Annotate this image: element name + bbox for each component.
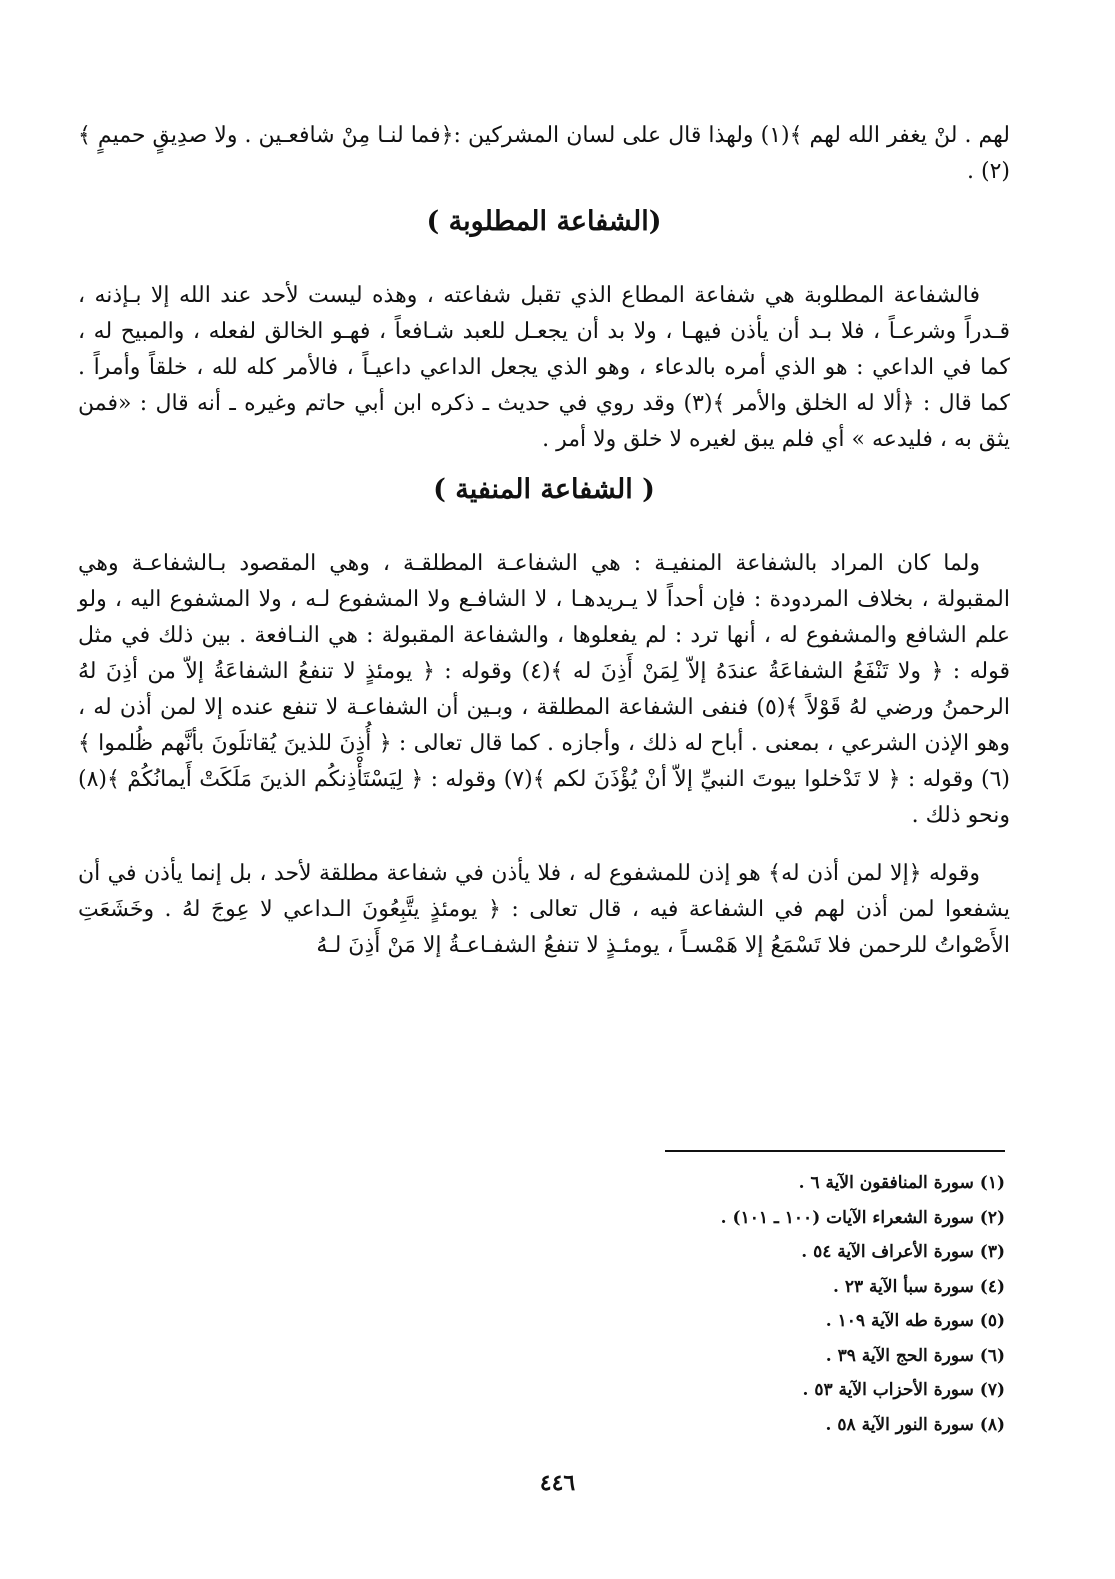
footnote-list [665,1166,1005,1442]
paragraph-requested-intercession: فالشفاعة المطلوبة هي شفاعة المطاع الذي تقبل شفاعته ، وهذه ليست لأحد عند الله إلا بـإذنه ، قـدراً وشرعـاً ، فلا بـد أن يأذن فيهـا ، ولا بد أن يجعـل للعبد شـافعاً ، فهـو الخالق لفعله ، والمبيح له ، كما في الداعي : هو الذي أمره بالدعاء ، وهو الذي يجعل الداعي داعيـاً ، فالأمر كله لله ، خلقاً وأمراً . كما قال : ﴿ألا له الخلق والأمر ﴾(٣) وقد روي في حديث ـ ذكره ابن أبي حاتم وغيره ـ أنه قال : «فمن يثق به ، فليدعه » أي فلم يبق لغيره لا خلق ولا أمر . [78,283,1010,452]
section-heading-negated-intercession: ( الشفاعة المنفية ) [433,474,655,505]
footnote-item: (٣) سورة الأعراف الآية ٥٤ . [801,1242,1005,1262]
main-text [78,118,1010,964]
page-number: ٤٤٦ [539,1470,576,1496]
footnote-item: (٦) سورة الحج الآية ٣٩ . [825,1345,1005,1366]
footnotes [665,1150,1005,1442]
footnote-divider [665,1150,1005,1152]
footnote-item: (٧) سورة الأحزاب الآية ٥٣ . [802,1380,1005,1400]
footnote-item: (١) سورة المنافقون الآية ٦ . [798,1173,1005,1193]
paragraph-negated-intercession: ولما كان المراد بالشفاعة المنفيـة : هي الشفاعـة المطلقـة ، وهي المقصود بـالشفاعـة وهي المقبولة ، بخلاف المردودة : فإن أحداً لا يـريدهـا ، لا الشافـع ولا المشفوع لـه ، ولا المشفوع اليه ، ولو علم الشافع والمشفوع له ، أنها ترد : لم يفعلوها ، والشفاعة المقبولة : هي النـافعة . بين ذلك في مثل قوله : ﴿ ولا تَنْفَعُ الشفاعَةُ عندَهُ إلاّ لِمَنْ أَذِنَ له ﴾(٤) وقوله : ﴿ يومئذٍ لا تنفعُ الشفاعَةُ إلاّ من أذِنَ لهُ الرحمنُ ورضي لهُ قَوْلاً ﴾(٥) فنفى الشفاعة المطلقة ، وبـين أن الشفاعـة لا تنفع عنده إلا لمن أذن له ، وهو الإذن الشرعي ، بمعنى . أباح له ذلك ، وأجازه . كما قال تعالى : ﴿ أُذِنَ للذينَ يُقاتلَونَ بأنَّهم ظُلموا ﴾(٦) وقوله : ﴿ لا تَدْخلوا بيوتَ النبيِّ إلاّ أنْ يُؤْذَنَ لكم ﴾(٧) وقوله : ﴿ لِيَسْتَأْذِنكُم الذينَ مَلَكَتْ أَيمانُكُمْ ﴾(٨) ونحو ذلك . [78,551,1011,828]
section-heading-requested-intercession: (الشفاعة المطلوبة ) [426,206,662,237]
footnote-item: (٢) سورة الشعراء الآيات (١٠٠ ـ ١٠١) . [720,1207,1005,1228]
footnote-item: (٤) سورة سبأ الآية ٢٣ . [833,1276,1005,1297]
footnote-item: (٨) سورة النور الآية ٥٨ . [825,1414,1005,1435]
paragraph-continuation: لهم . لنْ يغفر الله لهم ﴾(١) ولهذا قال على لسان المشركين :﴿فما لنـا مِنْ شافعـين . ولا صدِيقٍ حميمٍ ﴾(٢) . [78,123,1010,184]
footnote-item: (٥) سورة طه الآية ١٠٩ . [825,1311,1005,1331]
paragraph-permission: وقوله ﴿إلا لمن أذن له﴾ هو إذن للمشفوع له ، فلا يأذن في شفاعة مطلقة لأحد ، بل إنما يأذن في أن يشفعوا لمن أذن لهم في الشفاعة فيه ، قال تعالى : ﴿ يومئذٍ يتَّبِعُونَ الـداعي لا عِوجَ لهُ . وخَشَعَتِ الأَصْواتُ للرحمن فلا تَسْمَعُ إلا هَمْسـاً ، يومئـذٍ لا تنفعُ الشفـاعـةُ إلا مَنْ أَذِنَ لـهُ [78,861,1010,958]
